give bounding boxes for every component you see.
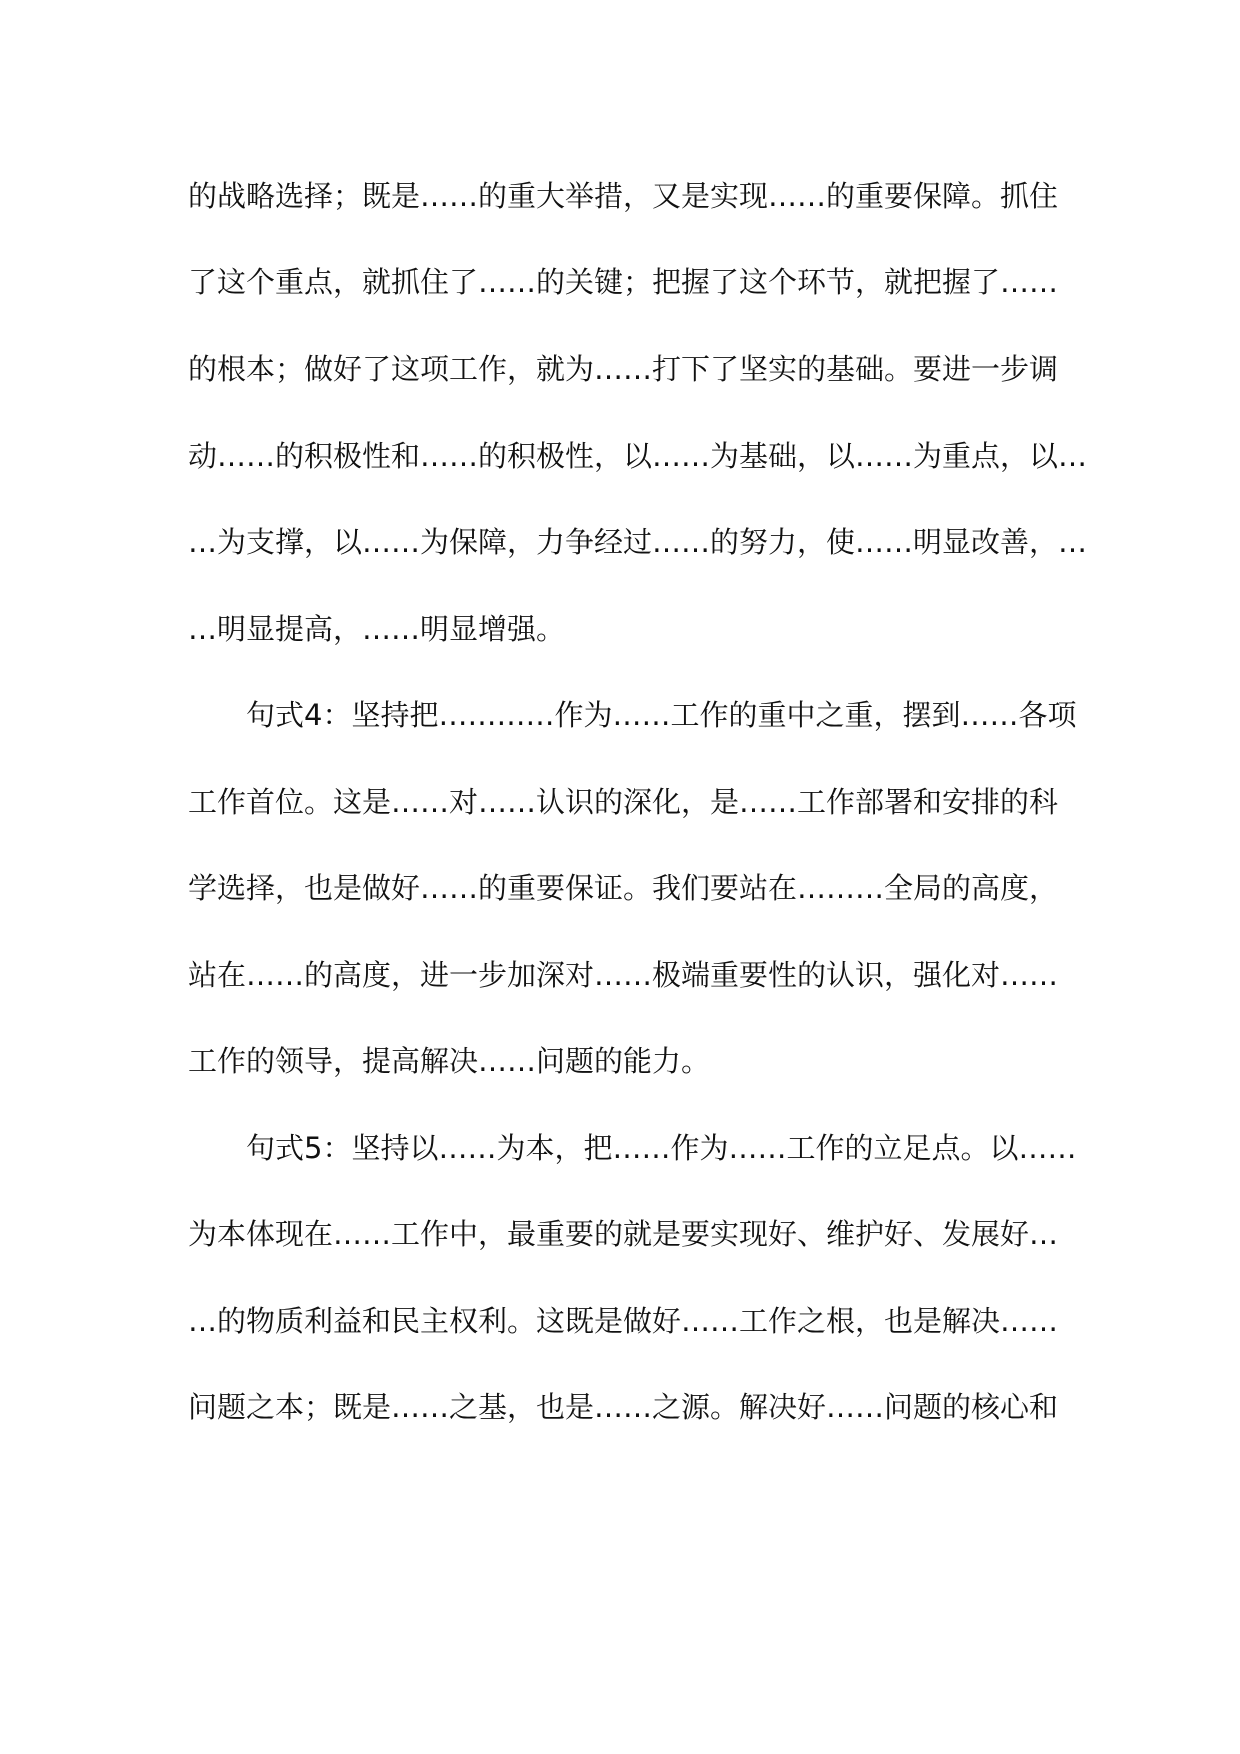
text-line: 站在……的高度，进一步加深对……极端重要性的认识，强化对…… xyxy=(188,958,1059,992)
text-line: 工作的领导，提高解决……问题的能力。 xyxy=(188,1044,711,1078)
text-line: 了这个重点，就抓住了……的关键；把握了这个环节，就把握了…… xyxy=(188,265,1059,299)
text-line: 的根本；做好了这项工作，就为……打下了坚实的基础。要进一步调 xyxy=(188,352,1059,386)
text-line: 动……的积极性和……的积极性，以……为基础，以……为重点，以… xyxy=(188,439,1088,473)
paragraph-heading-line: 句式4：坚持把…………作为……工作的重中之重，摆到……各项 xyxy=(246,698,1077,732)
text-line: …的物质利益和民主权利。这既是做好……工作之根，也是解决…… xyxy=(188,1304,1059,1338)
text-line: 问题之本；既是……之基，也是……之源。解决好……问题的核心和 xyxy=(188,1390,1059,1424)
text-line: 的战略选择；既是……的重大举措，又是实现……的重要保障。抓住 xyxy=(188,179,1059,213)
text-line: 工作首位。这是……对……认识的深化，是……工作部署和安排的科 xyxy=(188,785,1059,819)
text-line: …明显提高，……明显增强。 xyxy=(188,612,566,646)
text-line: 学选择，也是做好……的重要保证。我们要站在………全局的高度， xyxy=(188,871,1059,905)
text-line: 为本体现在……工作中，最重要的就是要实现好、维护好、发展好… xyxy=(188,1217,1059,1251)
paragraph-heading-line: 句式5：坚持以……为本，把……作为……工作的立足点。以…… xyxy=(246,1131,1077,1165)
text-line: …为支撑，以……为保障，力争经过……的努力，使……明显改善，… xyxy=(188,525,1088,559)
